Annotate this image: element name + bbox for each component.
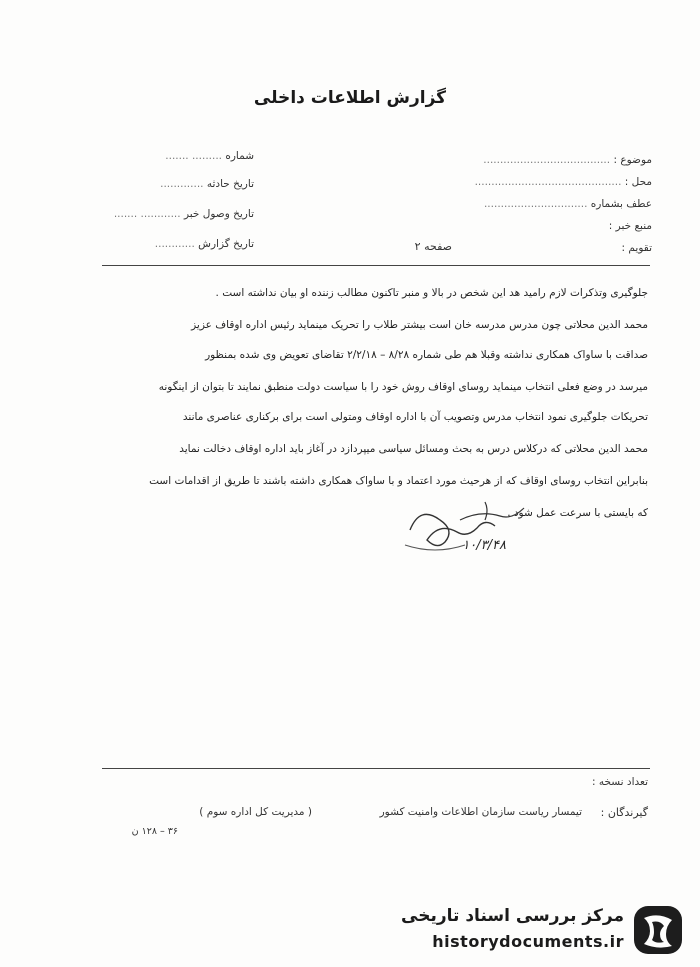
header-source-label: منبع خبر :	[608, 220, 652, 232]
recipients-department: ( مدیریت کل اداره سوم )	[199, 806, 312, 818]
header-evaluation	[622, 242, 652, 254]
header-number-dots: ......... .......	[165, 150, 223, 162]
header-report-date-dots: ............	[154, 238, 195, 250]
header-received-date	[114, 208, 254, 220]
header-reference	[484, 198, 652, 210]
signature-date: ۱۰/۳/۴۸	[462, 538, 506, 553]
body-line-7: بنابراین انتخاب روسای اوقاف که از هرحیث مورد اعتماد و با ساواک همکاری داشته باشند تا طریق از اقدامات است	[149, 475, 648, 487]
header-received-date-dots: ............ .......	[113, 208, 181, 220]
archive-watermark	[396, 902, 686, 958]
header-number	[165, 150, 254, 162]
body-line-3: صداقت با ساواک همکاری نداشته وقبلا هم طی شماره ۸/۲۸ – ۲/۲/۱۸ تقاضای تعویض وی شده بمنظور	[205, 349, 648, 361]
archive-title: مرکز بررسی اسناد تاریخی	[401, 906, 624, 926]
archive-url[interactable]: historydocuments.ir	[432, 932, 624, 951]
header-reference-label: عطف بشماره	[590, 198, 652, 210]
header-incident-date-label: تاریخ حادثه	[206, 178, 254, 190]
footer-code: ۳۶ – ۱۲۸ ن	[131, 826, 178, 837]
header-evaluation-label: تقویم :	[621, 242, 652, 254]
footer-divider	[102, 768, 650, 769]
body-line-8: که بایستی با سرعت عمل شود .	[507, 507, 648, 519]
header-place-label: محل :	[624, 176, 652, 188]
header-reference-dots: ...............................	[483, 198, 588, 210]
header-subject-label: موضوع :	[613, 154, 652, 166]
document-title: گزارش اطلاعات داخلی	[253, 88, 447, 108]
header-incident-date	[160, 178, 254, 190]
header-number-label: شماره	[225, 150, 254, 162]
header-subject-dots: ......................................	[483, 154, 611, 166]
body-line-6: محمد الدین محلاتی که درکلاس درس به بحث ومسائل سیاسی میپردازد در آغاز باید اداره اوقاف دخالت نماید	[179, 443, 648, 455]
body-line-4: میرسد در وضع فعلی انتخاب مینماید روسای اوقاف روش خود را با سیاست دولت منطبق نمایند تا بتوان از اینگونه	[158, 381, 648, 393]
copies-count: تعداد نسخه :	[591, 776, 648, 788]
header-received-date-label: تاریخ وصول خبر	[183, 208, 254, 220]
recipients-label: گیرندگان :	[600, 806, 648, 819]
header-divider	[102, 265, 650, 266]
header-source	[609, 220, 652, 232]
body-line-2: محمد الدین محلاتی چون مدرس مدرسه خان است بیشتر طلاب را تحریک مینماید رئیس اداره اوقاف عزیز	[191, 319, 648, 331]
page-number: صفحه ۲	[414, 240, 452, 253]
recipients-text: تیمسار ریاست سازمان اطلاعات وامنیت کشور	[379, 806, 582, 818]
header-incident-date-dots: .............	[160, 178, 204, 190]
body-line-1: جلوگیری وتذکرات لازم رامید هد این شخص در بالا و منبر تاکنون مطالب زننده او بیان نداشته است .	[215, 287, 648, 299]
header-report-date	[155, 238, 254, 250]
archive-logo-icon	[630, 902, 686, 958]
header-subject	[483, 154, 652, 166]
body-line-5: تحریکات جلوگیری نمود انتخاب مدرس وتصویب آن با اداره اوقاف ومتولی است برای برکناری عناصری مانند	[182, 411, 648, 423]
header-report-date-label: تاریخ گزارش	[198, 238, 254, 250]
header-place	[475, 176, 652, 188]
header-place-dots: ............................................	[474, 176, 622, 188]
